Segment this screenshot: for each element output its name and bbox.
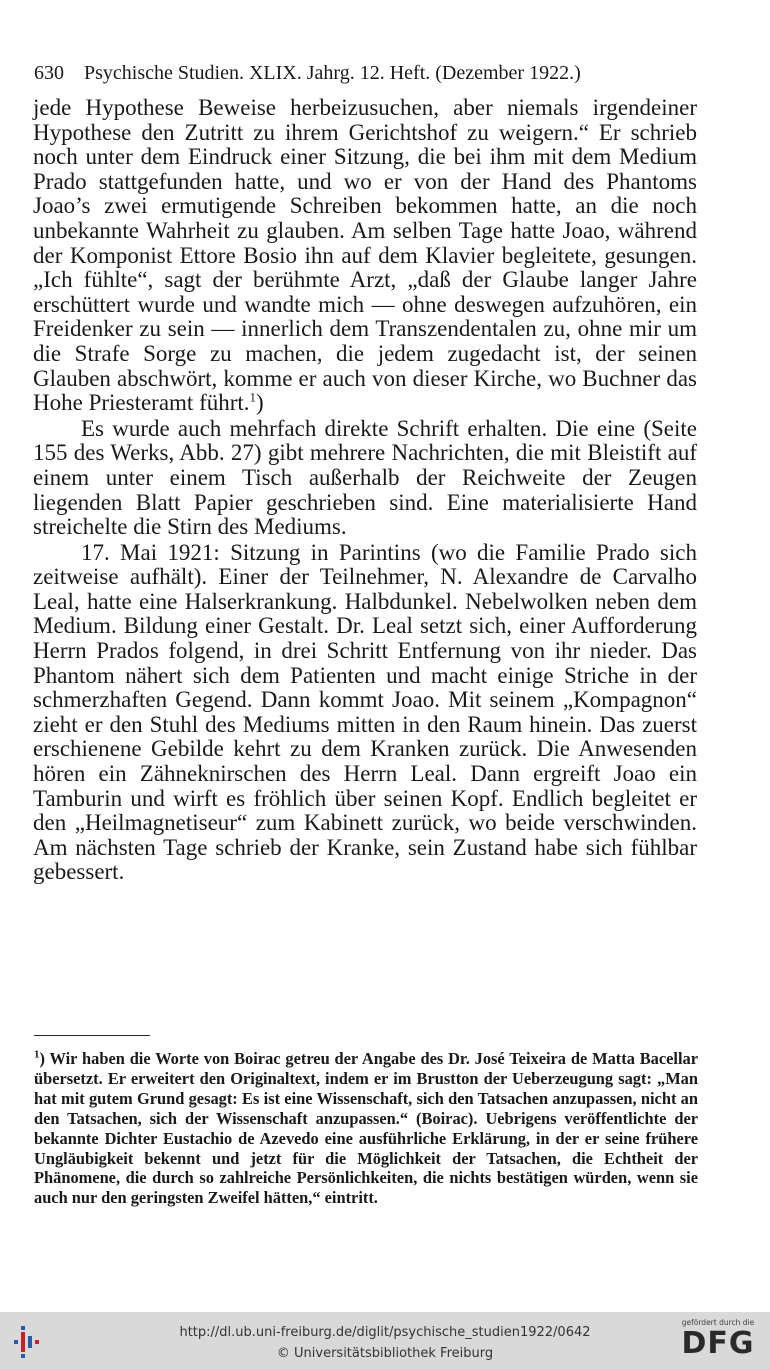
footnote-mark: 1: [34, 1048, 40, 1061]
footnote-divider: [34, 1035, 150, 1036]
body-text: [33, 96, 697, 885]
dfg-logo-text: DFG: [681, 1326, 755, 1361]
footnote-text: Wir haben die Worte von Boirac getreu der Angabe des Dr. José Teixeira de Matta Bacellar übersetzt. Er erweitert den Originaltext, indem er im Brustton der Ueberzeugung sagt: „Man hat mit gutem Grund gesagt: Es ist eine Wissenschaft, sich den Tatsachen anzupassen, nicht an den Tatsachen, sich der Wissenschaft anzupassen.“ (Boirac). Uebrigens veröffentlichte der bekannte Dichter Eustachio de Azevedo eine ausführliche Erklärung, in der er seine frühere Ungläubigkeit bekennt und jetzt für die Möglichkeit der Tatsachen, die Echtheit der Phänomene, die durch so zahlreiche Persönlichkeiten, die nichts bestätigen würden, wenn sie auch nur den geringsten Zweifel hätten,“ eintritt.: [34, 1049, 698, 1208]
running-header: [34, 62, 714, 85]
paragraph-1-text: jede Hypothese Beweise herbeizusuchen, aber niemals irgendeiner Hypothese den Zutritt zu ihrem Gerichtshof zu weigern.“ Er schrieb noch unter dem Eindruck einer Sitzung, die bei ihm mit dem Medium Prado stattgefunden hatte, und wo er von der Hand des Phantoms Joao’s zwei ermutigende Schreiben bekommen hatte, an die noch unbekannte Wahrheit zu glauben. Am selben Tage hatte Joao, während der Komponist Ettore Bosio ihn auf dem Klavier begleitete, gesungen. „Ich fühlte“, sagt der berühmte Arzt, „daß der Glaube langer Jahre erschüttert wurde und wandte mich — ohne deswegen aufzuhören, ein Freidenker zu sein — innerlich dem Transzendentalen zu, ohne mir um die Strafe Sorge zu machen, die jedem zugedacht ist, der seinen Glauben abschwört, komme er auch von dieser Kirche, wo Buchner das Hohe Priesteramt führt.: [33, 95, 697, 416]
page-number: 630: [34, 62, 64, 84]
paragraph-3: 17. Mai 1921: Sitzung in Parintins (wo die Familie Prado sich zeitweise aufhält). Einer der Teilnehmer, N. Alexandre de Carvalho Leal, hatte eine Halserkrankung. Halbdunkel. Nebelwolken neben dem Medium. Bildung einer Gestalt. Dr. Leal setzt sich, einer Aufforderung Herrn Prados folgend, in drei Schritt Entfernung von ihr nieder. Das Phantom nähert sich dem Patienten und macht einige Striche in der schmerzhaften Gegend. Dann kommt Joao. Mit seinem „Kompagnon“ zieht er den Stuhl des Mediums mitten in den Raum hinein. Das zuerst erschienene Gebilde kehrt zu dem Kranken zurück. Die Anwesenden hören ein Zähneknirschen des Herrn Leal. Dann ergreift Joao ein Tamburin und wirft es fröhlich über seinen Kopf. Endlich begleitet er den „Heilmagnetiseur“ zum Kabinett zurück, wo beide verschwinden. Am nächsten Tage schrieb der Kranke, sein Zustand habe sich fühlbar gebessert.: [33, 539, 697, 885]
running-title: Psychische Studien. XLIX. Jahrg. 12. Heft. (Dezember 1922.): [84, 62, 581, 84]
paragraph-1: jede Hypothese Beweise herbeizusuchen, aber niemals irgendeiner Hypothese den Zutritt zu ihrem Gerichtshof zu weigern.“ Er schrieb noch unter dem Eindruck einer Sitzung, die bei ihm mit dem Medium Prado stattgefunden hatte, und wo er von der Hand des Phantoms Joao’s zwei ermutigende Schreiben bekommen hatte, an die noch unbekannte Wahrheit zu glauben. Am selben Tage hatte Joao, während der Komponist Ettore Bosio ihn auf dem Klavier begleitete, gesungen. „Ich fühlte“, sagt der berühmte Arzt, „daß der Glaube langer Jahre erschüttert wurde und wandte mich — ohne deswegen aufzuhören, ein Freidenker zu sein — innerlich dem Transzendentalen zu, ohne mir um die Strafe Sorge zu machen, die jedem zugedacht ist, der seinen Glauben abschwört, komme er auch von dieser Kirche, wo Buchner das Hohe Priesteramt führt.$^1$): [33, 95, 697, 416]
dfg-funder-logo[interactable]: [674, 1318, 762, 1366]
footnote-reference[interactable]: 1: [249, 389, 257, 405]
footnote: $^1$) Wir haben die Worte von Boirac getreu der Angabe des Dr. José Teixeira de Matta Bacellar übersetzt. Er erweitert den Originaltext, indem er im Brustton der Ueberzeugung sagt: „Man hat mit gutem Grund gesagt: Es ist eine Wissenschaft, sich den Tatsachen anzupassen, nicht an den Tatsachen, sich der Wissenschaft anzupassen.“ (Boirac). Uebrigens veröffentlichte der bekannte Dichter Eustachio de Azevedo eine ausführliche Erklärung, in der er seine frühere Ungläubigkeit bekennt und jetzt für die Möglichkeit der Tatsachen, die Echtheit der Phänomene, die durch so zahlreiche Persönlichkeiten, die nichts bestätigen würden, wenn sie auch nur den geringsten Zweifel hätten,“ eintritt.: [34, 1048, 698, 1208]
viewer-footer: [0, 1312, 770, 1369]
copyright-notice: © Universitätsbibliothek Freiburg: [276, 1346, 494, 1361]
paragraph-2: Es wurde auch mehrfach direkte Schrift erhalten. Die eine (Seite 155 des Werks, Abb. 27) gibt mehrere Nachrichten, die mit Bleistift auf einem unter einem Tisch außerhalb der Reichweite der Zeugen liegenden Blatt Papier geschrieben sind. Eine materialisierte Hand streichelte die Stirn des Mediums.: [33, 415, 697, 540]
source-url-link[interactable]: http://dl.ub.uni-freiburg.de/diglit/psychische_studien1922/0642: [179, 1325, 591, 1340]
funder-caption: gefördert durch die: [681, 1318, 755, 1327]
